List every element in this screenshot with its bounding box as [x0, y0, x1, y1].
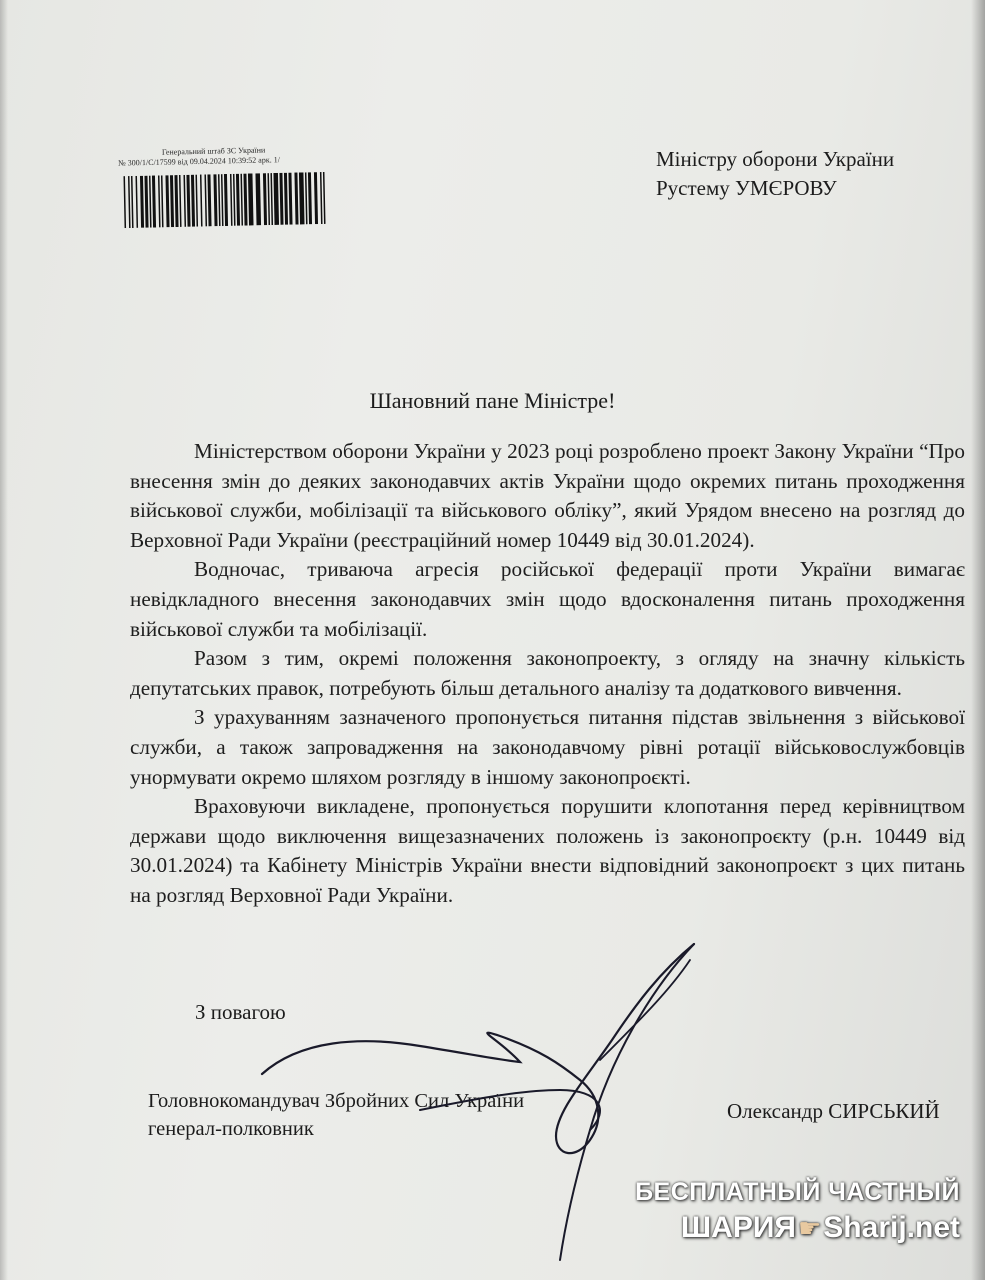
- addressee-title: Міністру оборони України: [656, 147, 895, 171]
- barcode-bar: [243, 174, 247, 226]
- barcode-bar: [144, 176, 148, 228]
- barcode-bar: [123, 176, 126, 228]
- body-paragraph: З урахуванням зазначеного пропонується питання підстав звільнення з військової служби, а також запровадження на законодавчому рівні ротації військовослужбовців унормувати окремо шляхом розгляду в іншому законопроєкті.: [130, 705, 965, 789]
- barcode-bar: [294, 172, 298, 224]
- registration-number: № 300/1/С/17599 від 09.04.2024 10:39:52 арк. 1/: [118, 155, 280, 168]
- barcode-bar: [152, 175, 156, 227]
- barcode-bar: [161, 175, 164, 227]
- barcode-bar: [174, 175, 178, 227]
- barcode-bar: [140, 176, 144, 228]
- barcode-bar: [305, 172, 308, 224]
- barcode-bar: [288, 173, 292, 225]
- barcode-bar: [195, 175, 198, 227]
- barcode-bar: [320, 172, 323, 224]
- barcode-bar: [240, 174, 243, 226]
- signer-rank: генерал-полковник: [148, 1118, 314, 1140]
- body-paragraph: Разом з тим, окремі положення законопроекту, з огляду на значну кількість депутатських правок, потребують більш детального аналізу та додаткового вивчення.: [130, 646, 965, 700]
- barcode-bar: [179, 175, 182, 227]
- letter-body: [130, 437, 965, 911]
- barcode-bar: [218, 174, 221, 226]
- paper-shadow-left: [0, 0, 8, 1280]
- watermark-brand: ШАРИЯ: [681, 1211, 796, 1244]
- body-paragraph: Міністерством оборони України у 2023 році розроблено проект Закону України “Про внесення змін до деяких законодавчих актів України щодо окремих питань проходження військової служби, мобілізації та військового обліку”, який Урядом внесено на розгляд до Верховної Ради України (реєстраційний номер 10449 від 30.01.2024).: [130, 439, 965, 552]
- barcode-bar: [233, 174, 236, 226]
- closing-phrase: З повагою: [195, 1000, 286, 1024]
- barcode-bar: [224, 174, 228, 226]
- watermark: [600, 1176, 970, 1248]
- barcode-bar: [279, 173, 283, 225]
- signer-name: Олександр СИРСЬКИЙ: [727, 1099, 940, 1123]
- barcode-bar: [248, 173, 254, 225]
- barcode-bar: [273, 173, 279, 225]
- barcode-bar: [149, 176, 152, 228]
- signer-position-title: Головнокомандувач Збройних Сил України: [148, 1090, 525, 1112]
- barcode-bar: [200, 175, 203, 227]
- paper-shadow-right: [971, 0, 985, 1280]
- body-paragraph: Водночас, триваюча агресія російської федерації проти України вимагає невідкладного внесення законодавчих змін щодо вдосконалення питань проходження військової служби та мобілізації.: [130, 557, 965, 641]
- barcode-bar: [230, 174, 233, 226]
- barcode-bar: [236, 174, 240, 226]
- registration-office: Генеральний штаб ЗС України: [161, 145, 266, 157]
- barcode-bar: [183, 175, 186, 227]
- barcode-bar: [135, 176, 138, 228]
- salutation: Шановний пане Міністре!: [369, 388, 616, 413]
- barcode-bar: [204, 174, 207, 226]
- barcode-bar: [284, 173, 288, 225]
- barcode-bar: [263, 173, 267, 225]
- body-paragraph: Враховуючи викладене, пропонується порушити клопотання перед керівництвом держави щодо виключення вищезазначених положень із законопроєкту (р.н. 10449 від 30.01.2024) та Кабінету Міністрів України внести відповідний законопроєкт з цих питань на розгляд Верховної Ради України.: [130, 794, 965, 907]
- barcode-bar: [213, 174, 217, 226]
- barcode-bar: [314, 172, 318, 224]
- barcode-icon: [121, 172, 330, 228]
- barcode-bar: [221, 174, 224, 226]
- addressee-block: [656, 145, 894, 203]
- barcode-bar: [299, 172, 305, 224]
- barcode-bar: [191, 175, 195, 227]
- registration-stamp: [118, 143, 368, 168]
- barcode-bar: [255, 173, 261, 225]
- barcode-bar: [323, 172, 326, 224]
- barcode-bar: [131, 176, 134, 228]
- barcode-bar: [270, 173, 273, 225]
- barcode-bar: [128, 176, 131, 228]
- barcode-bar: [165, 175, 169, 227]
- barcode-bar: [186, 175, 190, 227]
- barcode-bar: [308, 172, 312, 224]
- addressee-name: Рустему УМЄРОВУ: [656, 176, 837, 200]
- signer-position: [148, 1087, 524, 1143]
- barcode-bar: [170, 175, 174, 227]
- barcode-bar: [267, 173, 270, 225]
- pointing-hand-icon: ☛: [797, 1213, 822, 1243]
- watermark-line1: БЕСПЛАТНЫЙ ЧАСТНЫЙ: [635, 1178, 960, 1206]
- watermark-site: Sharij.net: [823, 1211, 960, 1244]
- barcode-bar: [158, 175, 161, 227]
- barcode-bar: [207, 174, 211, 226]
- watermark-line2: [600, 1208, 970, 1248]
